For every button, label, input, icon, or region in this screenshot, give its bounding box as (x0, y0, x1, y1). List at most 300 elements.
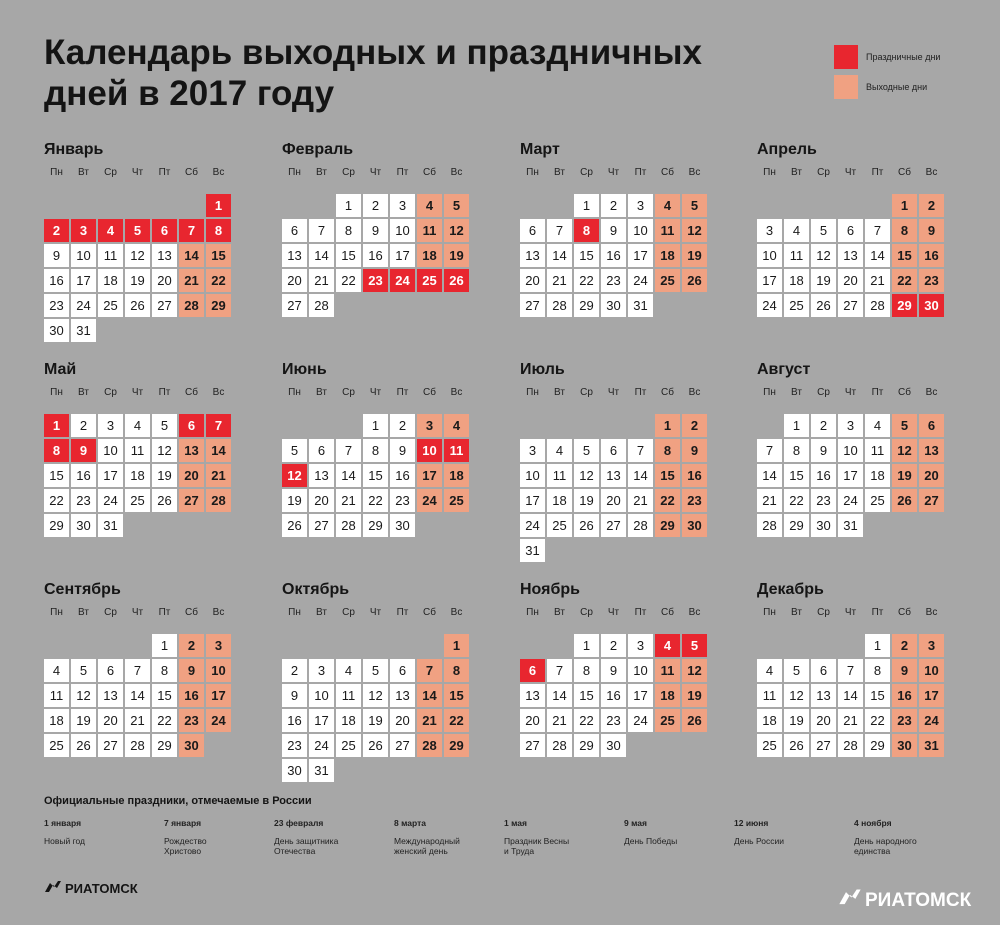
day-cell-work: 26 (282, 514, 307, 537)
day-cell-weekend: 10 (206, 659, 231, 682)
holiday-date: 1 мая (504, 818, 527, 828)
day-cell-work: 27 (390, 734, 415, 757)
day-cell-work: 12 (574, 464, 599, 487)
day-cell-work: 14 (336, 464, 361, 487)
day-cell-weekend: 11 (655, 219, 680, 242)
month-block (520, 580, 710, 753)
day-cell-weekend: 16 (682, 464, 707, 487)
month-name: Август (757, 361, 811, 378)
day-cell-work: 1 (152, 634, 177, 657)
day-cell-work: 14 (838, 684, 863, 707)
day-cell-work: 7 (757, 439, 782, 462)
day-cell-work: 11 (44, 684, 69, 707)
day-cell-work: 6 (309, 439, 334, 462)
day-cell-weekend: 21 (206, 464, 231, 487)
day-cell-work: 21 (757, 489, 782, 512)
day-cell-weekend: 16 (919, 244, 944, 267)
day-cell-work: 8 (574, 659, 599, 682)
day-cell-weekend: 20 (179, 464, 204, 487)
weekday-label: Вт (78, 167, 89, 178)
day-cell-work: 25 (44, 734, 69, 757)
day-cell-work: 4 (757, 659, 782, 682)
day-cell-work: 28 (757, 514, 782, 537)
day-cell-work: 15 (152, 684, 177, 707)
day-cell-work: 12 (71, 684, 96, 707)
weekday-header (520, 606, 710, 620)
day-cell-work: 19 (282, 489, 307, 512)
day-cell-weekend: 12 (892, 439, 917, 462)
day-cell-holiday: 1 (206, 194, 231, 217)
day-cell-work: 3 (838, 414, 863, 437)
holiday-date: 4 ноября (854, 818, 892, 828)
day-cell-work: 24 (71, 294, 96, 317)
weekday-label: Сб (661, 167, 674, 178)
day-cell-weekend: 23 (682, 489, 707, 512)
month-name: Июль (520, 361, 565, 378)
day-cell-work: 15 (865, 684, 890, 707)
weekday-label: Вт (791, 167, 802, 178)
day-cell-work: 23 (282, 734, 307, 757)
day-cell-work: 2 (71, 414, 96, 437)
day-cell-work: 4 (336, 659, 361, 682)
day-cell-work: 16 (71, 464, 96, 487)
day-cell-work: 28 (865, 294, 890, 317)
day-cell-weekend: 18 (444, 464, 469, 487)
weekday-label: Сб (423, 387, 436, 398)
day-cell-work: 8 (784, 439, 809, 462)
day-cell-weekend: 21 (179, 269, 204, 292)
day-cell-weekend: 22 (444, 709, 469, 732)
day-cell-weekend: 29 (444, 734, 469, 757)
day-cell-weekend: 19 (682, 684, 707, 707)
day-cell-work: 5 (282, 439, 307, 462)
day-cell-work: 7 (628, 439, 653, 462)
day-cell-work: 30 (601, 734, 626, 757)
day-cell-work: 20 (282, 269, 307, 292)
weekday-label: Пт (871, 607, 884, 618)
day-cell-work: 21 (125, 709, 150, 732)
weekday-label: Чт (369, 607, 382, 618)
day-cell-work: 4 (865, 414, 890, 437)
day-cell-work: 15 (574, 684, 599, 707)
day-cell-work: 28 (309, 294, 334, 317)
weekday-header (520, 166, 710, 180)
month-block (44, 140, 234, 338)
month-block (44, 360, 234, 533)
month-block (44, 580, 234, 753)
day-cell-work: 30 (390, 514, 415, 537)
day-cell-work: 5 (811, 219, 836, 242)
legend-swatch-holiday (834, 45, 858, 69)
day-cell-weekend: 15 (892, 244, 917, 267)
weekday-label: Пт (871, 387, 884, 398)
day-cell-work: 23 (601, 269, 626, 292)
day-cell-work: 22 (363, 489, 388, 512)
month-block (520, 140, 710, 313)
weekday-header (520, 386, 710, 400)
legend-label-weekend: Выходные дни (866, 82, 928, 92)
day-cell-weekend: 28 (417, 734, 442, 757)
day-cell-work: 5 (784, 659, 809, 682)
legend-label-holiday: Праздничные дни (866, 52, 941, 62)
weekday-label: Ср (104, 167, 117, 178)
day-cell-work: 19 (574, 489, 599, 512)
day-cell-weekend: 14 (179, 244, 204, 267)
weekday-label: Пн (526, 607, 539, 618)
holiday-item (624, 818, 734, 846)
day-cell-work: 11 (784, 244, 809, 267)
day-cell-work: 26 (363, 734, 388, 757)
day-cell-work: 1 (865, 634, 890, 657)
day-cell-work: 16 (601, 684, 626, 707)
day-cell-holiday: 9 (71, 439, 96, 462)
day-cell-work: 15 (784, 464, 809, 487)
day-cell-work: 27 (520, 294, 545, 317)
day-cell-holiday: 5 (682, 634, 707, 657)
day-cell-work: 25 (98, 294, 123, 317)
weekday-label: Пн (50, 167, 63, 178)
month-block (520, 360, 710, 558)
day-cell-work: 12 (784, 684, 809, 707)
day-cell-work: 16 (601, 244, 626, 267)
day-cell-work: 1 (574, 634, 599, 657)
day-cell-work: 7 (309, 219, 334, 242)
legend-item-weekend (834, 75, 940, 99)
day-cell-holiday: 8 (44, 439, 69, 462)
day-cell-work: 24 (628, 709, 653, 732)
holiday-date: 12 июня (734, 818, 769, 828)
weekday-label: Вт (316, 607, 327, 618)
legend (834, 45, 940, 105)
weekday-label: Вс (925, 607, 938, 618)
weekday-label: Ср (580, 607, 593, 618)
day-cell-work: 19 (363, 709, 388, 732)
day-cell-weekend: 3 (206, 634, 231, 657)
day-cell-weekend: 19 (892, 464, 917, 487)
day-cell-weekend: 26 (682, 709, 707, 732)
weekday-label: Чт (844, 167, 857, 178)
day-cell-work: 6 (98, 659, 123, 682)
day-cell-work: 18 (757, 709, 782, 732)
day-cell-work: 23 (390, 489, 415, 512)
day-cell-work: 6 (520, 219, 545, 242)
weekday-label: Вс (688, 167, 701, 178)
holiday-item (274, 818, 384, 856)
day-cell-work: 26 (152, 489, 177, 512)
day-cell-weekend: 21 (417, 709, 442, 732)
weekday-label: Вс (450, 607, 463, 618)
day-cell-work: 30 (811, 514, 836, 537)
day-cell-work: 31 (309, 759, 334, 782)
month-block (757, 580, 947, 753)
day-cell-weekend: 9 (179, 659, 204, 682)
day-cell-work: 2 (811, 414, 836, 437)
day-cell-work: 14 (309, 244, 334, 267)
weekday-label: Ср (817, 167, 830, 178)
day-cell-work: 13 (98, 684, 123, 707)
day-cell-weekend: 22 (892, 269, 917, 292)
day-cell-work: 14 (757, 464, 782, 487)
weekday-label: Ср (342, 387, 355, 398)
weekday-label: Вс (688, 607, 701, 618)
day-cell-work: 14 (125, 684, 150, 707)
day-cell-weekend: 12 (682, 659, 707, 682)
holiday-item (854, 818, 964, 856)
day-cell-holiday: 6 (179, 414, 204, 437)
holiday-name: Праздник Весны и Труда (504, 836, 570, 856)
day-cell-work: 10 (757, 244, 782, 267)
day-cell-work: 14 (628, 464, 653, 487)
day-cell-holiday: 24 (390, 269, 415, 292)
day-cell-work: 2 (601, 634, 626, 657)
weekday-label: Чт (607, 607, 620, 618)
day-cell-weekend: 18 (417, 244, 442, 267)
day-cell-work: 9 (811, 439, 836, 462)
day-cell-weekend: 19 (444, 244, 469, 267)
holiday-item (44, 818, 154, 846)
weekday-label: Ср (342, 607, 355, 618)
day-cell-work: 14 (547, 244, 572, 267)
day-cell-work: 20 (601, 489, 626, 512)
holiday-date: 1 января (44, 818, 82, 828)
day-cell-weekend: 19 (682, 244, 707, 267)
month-name: Февраль (282, 141, 354, 158)
weekday-header (757, 386, 947, 400)
day-cell-work: 5 (363, 659, 388, 682)
day-cell-holiday: 23 (363, 269, 388, 292)
holiday-date: 9 мая (624, 818, 647, 828)
day-cell-holiday: 3 (71, 219, 96, 242)
day-cell-work: 31 (98, 514, 123, 537)
day-cell-work: 16 (363, 244, 388, 267)
day-cell-work: 10 (628, 659, 653, 682)
day-cell-holiday: 8 (574, 219, 599, 242)
weekday-header (282, 386, 472, 400)
holiday-name: День защитника Отечества (274, 836, 339, 856)
logo-small (44, 880, 138, 897)
day-cell-weekend: 11 (655, 659, 680, 682)
day-cell-work: 18 (44, 709, 69, 732)
weekday-label: Пн (763, 607, 776, 618)
day-cell-weekend: 15 (655, 464, 680, 487)
day-cell-work: 21 (547, 709, 572, 732)
day-cell-work: 13 (520, 244, 545, 267)
day-cell-holiday: 7 (206, 414, 231, 437)
holidays-section-title: Официальные праздники, отмечаемые в России (44, 795, 312, 807)
day-cell-work: 18 (125, 464, 150, 487)
day-cell-work: 15 (336, 244, 361, 267)
day-cell-work: 30 (282, 759, 307, 782)
weekday-label: Пн (50, 607, 63, 618)
weekday-label: Ср (817, 387, 830, 398)
day-cell-holiday: 30 (919, 294, 944, 317)
day-cell-work: 6 (838, 219, 863, 242)
day-cell-work: 11 (547, 464, 572, 487)
day-cell-weekend: 4 (444, 414, 469, 437)
day-cell-work: 29 (784, 514, 809, 537)
weekday-label: Пт (158, 387, 171, 398)
weekday-label: Пн (763, 387, 776, 398)
day-cell-work: 26 (784, 734, 809, 757)
day-cell-work: 24 (520, 514, 545, 537)
day-cell-work: 26 (125, 294, 150, 317)
day-cell-work: 27 (838, 294, 863, 317)
day-cell-work: 17 (628, 244, 653, 267)
day-cell-weekend: 27 (919, 489, 944, 512)
day-cell-work: 3 (390, 194, 415, 217)
day-cell-weekend: 28 (206, 489, 231, 512)
day-cell-weekend: 1 (655, 414, 680, 437)
day-cell-work: 14 (865, 244, 890, 267)
day-cell-work: 27 (811, 734, 836, 757)
day-cell-work: 6 (282, 219, 307, 242)
day-cell-work: 17 (838, 464, 863, 487)
logo-text-big: РИАТОМСК (865, 889, 972, 911)
day-cell-work: 25 (547, 514, 572, 537)
weekday-label: Вс (925, 387, 938, 398)
weekday-label: Пн (288, 167, 301, 178)
day-cell-work: 1 (574, 194, 599, 217)
day-cell-work: 28 (628, 514, 653, 537)
day-cell-work: 7 (547, 659, 572, 682)
day-cell-holiday: 2 (44, 219, 69, 242)
day-cell-weekend: 18 (655, 244, 680, 267)
weekday-label: Пт (158, 607, 171, 618)
day-cell-weekend: 22 (206, 269, 231, 292)
day-cell-work: 15 (44, 464, 69, 487)
day-cell-work: 7 (838, 659, 863, 682)
day-cell-work: 21 (628, 489, 653, 512)
weekday-label: Пт (634, 167, 647, 178)
day-cell-weekend: 31 (919, 734, 944, 757)
page-title: Календарь выходных и праздничных дней в 2017 году (44, 33, 703, 113)
day-cell-weekend: 5 (682, 194, 707, 217)
day-cell-weekend: 25 (655, 709, 680, 732)
weekday-header (757, 606, 947, 620)
day-cell-work: 9 (282, 684, 307, 707)
day-cell-weekend: 18 (655, 684, 680, 707)
day-cell-work: 5 (71, 659, 96, 682)
day-cell-holiday: 5 (125, 219, 150, 242)
day-cell-work: 4 (784, 219, 809, 242)
day-cell-work: 2 (282, 659, 307, 682)
day-cell-weekend: 5 (444, 194, 469, 217)
day-cell-work: 18 (865, 464, 890, 487)
day-cell-work: 23 (811, 489, 836, 512)
month-name: Март (520, 141, 560, 158)
weekday-label: Вт (554, 387, 565, 398)
holiday-name: День народного единства (854, 836, 917, 856)
day-cell-work: 21 (865, 269, 890, 292)
day-cell-work: 29 (152, 734, 177, 757)
holiday-date: 7 января (164, 818, 202, 828)
holiday-item (734, 818, 844, 846)
day-cell-weekend: 30 (179, 734, 204, 757)
day-cell-weekend: 25 (444, 489, 469, 512)
weekday-label: Ср (580, 167, 593, 178)
day-cell-weekend: 17 (919, 684, 944, 707)
day-cell-work: 17 (390, 244, 415, 267)
month-name: Сентябрь (44, 581, 121, 598)
day-cell-work: 11 (125, 439, 150, 462)
day-cell-work: 4 (125, 414, 150, 437)
day-cell-work: 20 (309, 489, 334, 512)
month-block (282, 580, 472, 778)
day-cell-weekend: 5 (892, 414, 917, 437)
day-cell-work: 20 (811, 709, 836, 732)
holiday-item (164, 818, 274, 856)
day-cell-weekend: 2 (682, 414, 707, 437)
holiday-name: Международный женский день (394, 836, 460, 856)
day-cell-work: 15 (574, 244, 599, 267)
day-cell-weekend: 26 (682, 269, 707, 292)
day-cell-work: 21 (547, 269, 572, 292)
weekday-label: Вс (212, 167, 225, 178)
day-cell-work: 18 (547, 489, 572, 512)
day-cell-weekend: 6 (919, 414, 944, 437)
day-cell-weekend: 14 (417, 684, 442, 707)
month-name: Январь (44, 141, 104, 158)
day-cell-work: 30 (44, 319, 69, 342)
legend-item-holiday (834, 45, 940, 69)
day-cell-work: 29 (44, 514, 69, 537)
day-cell-work: 12 (152, 439, 177, 462)
month-block (757, 360, 947, 533)
legend-swatch-weekend (834, 75, 858, 99)
month-name: Декабрь (757, 581, 824, 598)
day-cell-weekend: 23 (919, 269, 944, 292)
day-cell-work: 13 (152, 244, 177, 267)
day-cell-work: 25 (784, 294, 809, 317)
weekday-label: Ср (817, 607, 830, 618)
day-cell-weekend: 3 (919, 634, 944, 657)
day-cell-weekend: 15 (206, 244, 231, 267)
holiday-item (394, 818, 504, 856)
day-cell-holiday: 4 (98, 219, 123, 242)
month-name: Май (44, 361, 77, 378)
weekday-header (44, 606, 234, 620)
day-cell-work: 16 (811, 464, 836, 487)
day-cell-work: 4 (44, 659, 69, 682)
day-cell-work: 13 (811, 684, 836, 707)
day-cell-weekend: 16 (179, 684, 204, 707)
day-cell-weekend: 7 (417, 659, 442, 682)
day-cell-weekend: 2 (919, 194, 944, 217)
weekday-label: Ср (104, 607, 117, 618)
day-cell-work: 21 (838, 709, 863, 732)
day-cell-work: 19 (784, 709, 809, 732)
day-cell-weekend: 17 (417, 464, 442, 487)
day-cell-work: 25 (336, 734, 361, 757)
day-cell-work: 13 (282, 244, 307, 267)
day-cell-work: 23 (71, 489, 96, 512)
day-cell-work: 24 (757, 294, 782, 317)
day-cell-weekend: 22 (655, 489, 680, 512)
day-cell-work: 19 (71, 709, 96, 732)
weekday-label: Сб (661, 387, 674, 398)
weekday-label: Пн (526, 167, 539, 178)
weekday-label: Сб (898, 607, 911, 618)
day-cell-work: 10 (628, 219, 653, 242)
day-cell-work: 5 (574, 439, 599, 462)
day-cell-weekend: 26 (892, 489, 917, 512)
day-cell-work: 22 (865, 709, 890, 732)
day-cell-work: 28 (838, 734, 863, 757)
day-cell-work: 19 (811, 269, 836, 292)
day-cell-work: 24 (838, 489, 863, 512)
weekday-label: Пт (634, 607, 647, 618)
day-cell-holiday: 25 (417, 269, 442, 292)
